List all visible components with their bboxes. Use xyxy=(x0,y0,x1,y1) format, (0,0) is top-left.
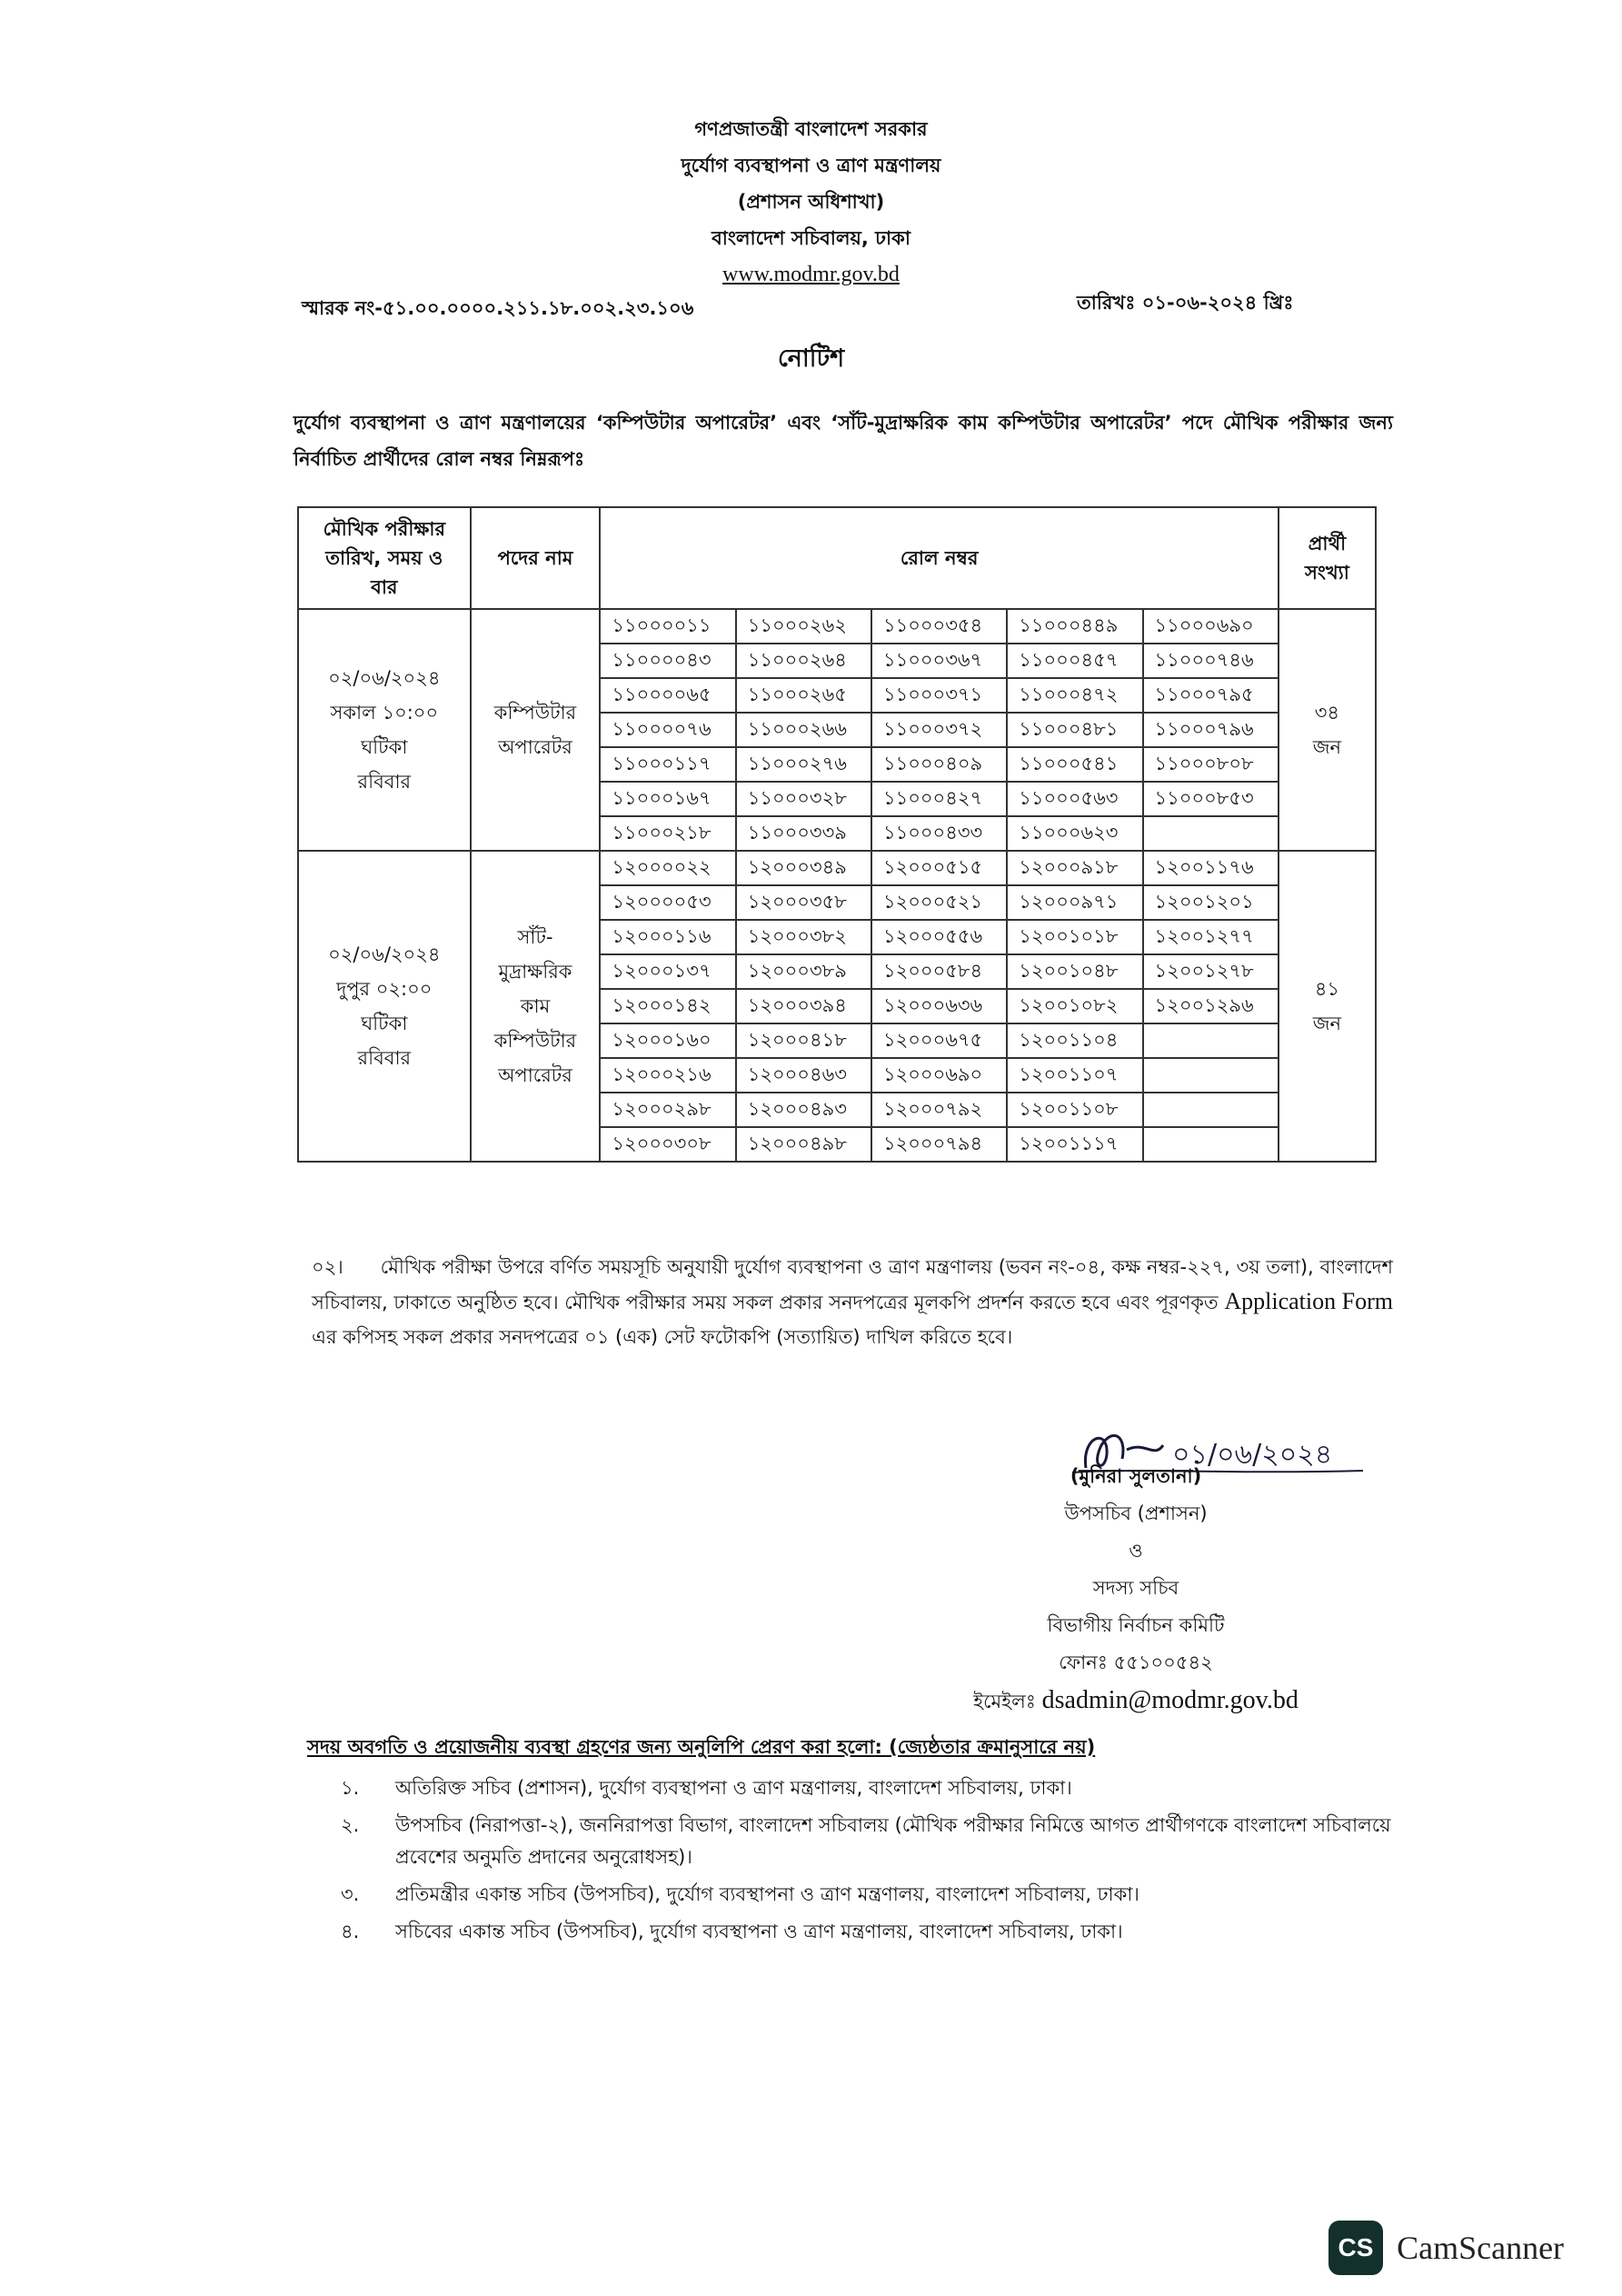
exam-schedule-cell xyxy=(298,609,471,851)
roll-number-cell: ১১০০০৪২৭ xyxy=(871,782,1007,816)
roll-number-cell xyxy=(1143,816,1279,851)
signatory-and: ও xyxy=(1129,1540,1143,1562)
signatory-phone: ফোনঃ ৫৫১০০৫৪২ xyxy=(1059,1652,1213,1673)
roll-number-cell xyxy=(1143,1023,1279,1058)
schedule-ghatika: ঘটিকা xyxy=(361,1013,408,1034)
cc-list-item xyxy=(341,1772,1399,1804)
roll-number-table xyxy=(297,506,1377,1163)
schedule-day: রবিবার xyxy=(357,1047,412,1069)
candidate-count-cell xyxy=(1279,851,1376,1162)
signatory-email-line xyxy=(954,1682,1318,1721)
exam-schedule-cell xyxy=(298,851,471,1162)
roll-number-cell: ১২০০০৩৮২ xyxy=(736,920,871,954)
header-exam-date: মৌখিক পরীক্ষার তারিখ, সময় ও বার xyxy=(298,507,471,609)
roll-number-cell: ১২০০০৫১৫ xyxy=(871,851,1007,885)
roll-number-cell: ১২০০০৫৫৬ xyxy=(871,920,1007,954)
cc-item-text: উপসচিব (নিরাপত্তা-২), জননিরাপত্তা বিভাগ, বাংলাদেশ সচিবালয় (মৌখিক পরীক্ষার নিমিত্তে আগত প্রার্থীগণকে বাংলাদেশ সচিবালয়ে প্রবেশের অনুমতি প্রদানের অনুরোধসহ)। xyxy=(395,1814,1391,1868)
roll-number-cell: ১২০০০৪৬৩ xyxy=(736,1058,871,1093)
cc-list xyxy=(341,1772,1399,1953)
cc-item-text: প্রতিমন্ত্রীর একান্ত সচিব (উপসচিব), দুর্যোগ ব্যবস্থাপনা ও ত্রাণ মন্ত্রণালয়, বাংলাদেশ সচিবালয়, ঢাকা। xyxy=(395,1883,1139,1905)
cc-item-number: ২. xyxy=(341,1814,360,1836)
roll-number-cell: ১১০০০৬২৩ xyxy=(1007,816,1142,851)
roll-number-cell: ১১০০০৩৩৯ xyxy=(736,816,871,851)
post-name-cell: সাঁট- মুদ্রাক্ষরিক কাম কম্পিউটার অপারেটর xyxy=(471,851,601,1162)
roll-number-cell: ১২০০০৪৯৮ xyxy=(736,1127,871,1162)
roll-number-cell: ১১০০০০৬৫ xyxy=(600,678,735,713)
schedule-date: ০২/০৬/২০২৪ xyxy=(328,667,441,689)
roll-number-cell: ১১০০০৩৭২ xyxy=(871,713,1007,747)
signatory-designation: উপসচিব (প্রশাসন) xyxy=(1064,1502,1208,1524)
roll-number-cell: ১১০০০৪৩৩ xyxy=(871,816,1007,851)
roll-number-cell xyxy=(1143,1127,1279,1162)
roll-number-cell: ১২০০০১৩৭ xyxy=(600,954,735,989)
roll-number-cell: ১২০০১০১৮ xyxy=(1007,920,1142,954)
cc-list-item xyxy=(341,1916,1399,1948)
roll-number-cell: ১১০০০২৬২ xyxy=(736,609,871,644)
cc-item-text: সচিবের একান্ত সচিব (উপসচিব), দুর্যোগ ব্যবস্থাপনা ও ত্রাণ মন্ত্রণালয়, বাংলাদেশ সচিবালয়, ঢাকা। xyxy=(395,1921,1123,1942)
website-link[interactable]: www.modmr.gov.bd xyxy=(722,263,900,286)
roll-number-cell: ১২০০০৯১৮ xyxy=(1007,851,1142,885)
roll-number-cell: ১২০০১০৪৮ xyxy=(1007,954,1142,989)
table-row xyxy=(298,851,1376,885)
roll-number-cell: ১১০০০৩২৮ xyxy=(736,782,871,816)
cc-item-number: ৪. xyxy=(341,1921,360,1942)
roll-number-cell: ১১০০০৮৫৩ xyxy=(1143,782,1279,816)
roll-number-cell: ১২০০০৩৪৯ xyxy=(736,851,871,885)
roll-number-cell: ১১০০০২৬৬ xyxy=(736,713,871,747)
roll-number-cell: ১২০০০০৫৩ xyxy=(600,885,735,920)
roll-number-cell: ১২০০০৬৯০ xyxy=(871,1058,1007,1093)
roll-number-cell: ১১০০০৪০৯ xyxy=(871,747,1007,782)
roll-number-cell: ১২০০১১৭৬ xyxy=(1143,851,1279,885)
intro-paragraph: দুর্যোগ ব্যবস্থাপনা ও ত্রাণ মন্ত্রণালয়ের ‘কম্পিউটার অপারেটর’ এবং ‘সাঁট-মুদ্রাক্ষরিক কাম কম্পিউটার অপারেটর’ পদে মৌখিক পরীক্ষার জন্য নির্বাচিত প্রার্থীদের রোল নম্বর নিম্নরূপঃ xyxy=(294,412,1393,470)
paragraph-number: ০২। xyxy=(312,1256,343,1278)
roll-number-cell: ১১০০০২৬৪ xyxy=(736,644,871,678)
roll-number-cell: ১২০০০৯৭১ xyxy=(1007,885,1142,920)
schedule-day: রবিবার xyxy=(357,771,412,793)
instruction-paragraph xyxy=(312,1250,1393,1354)
signature-date: ০১/০৬/২০২৪ xyxy=(1172,1439,1333,1471)
candidate-count-unit: জন xyxy=(1312,1013,1342,1034)
header-roll-number: রোল নম্বর xyxy=(600,507,1278,609)
roll-number-cell: ১২০০০৩৮৯ xyxy=(736,954,871,989)
candidate-count-unit: জন xyxy=(1312,736,1342,758)
roll-number-cell: ১১০০০১৬৭ xyxy=(600,782,735,816)
cc-list-item xyxy=(341,1810,1399,1873)
roll-number-cell: ১১০০০০৪৩ xyxy=(600,644,735,678)
roll-number-cell: ১১০০০১১৭ xyxy=(600,747,735,782)
roll-number-cell: ১২০০০৬৩৬ xyxy=(871,989,1007,1023)
roll-number-cell: ১২০০০৬৭৫ xyxy=(871,1023,1007,1058)
signature-block xyxy=(954,1458,1318,1721)
roll-number-cell: ১১০০০৩৭১ xyxy=(871,678,1007,713)
roll-number-cell: ১২০০১০৮২ xyxy=(1007,989,1142,1023)
roll-number-cell: ১২০০০৪৯৩ xyxy=(736,1093,871,1127)
roll-number-cell: ১২০০০৫৮৪ xyxy=(871,954,1007,989)
roll-number-cell: ১১০০০৫৪১ xyxy=(1007,747,1142,782)
camscanner-watermark xyxy=(1328,2221,1564,2275)
roll-number-cell xyxy=(1143,1093,1279,1127)
roll-number-cell: ১১০০০৪৭২ xyxy=(1007,678,1142,713)
roll-number-cell: ১১০০০৬৯০ xyxy=(1143,609,1279,644)
issue-date: তারিখঃ ০১-০৬-২০২৪ খ্রিঃ xyxy=(1077,292,1294,314)
roll-number-cell: ১১০০০০৭৬ xyxy=(600,713,735,747)
roll-number-cell: ১১০০০৪৫৭ xyxy=(1007,644,1142,678)
cc-item-text: অতিরিক্ত সচিব (প্রশাসন), দুর্যোগ ব্যবস্থাপনা ও ত্রাণ মন্ত্রণালয়, বাংলাদেশ সচিবালয়, ঢাকা। xyxy=(395,1777,1072,1799)
camscanner-brand: CamScanner xyxy=(1397,2230,1565,2266)
table-row xyxy=(298,609,1376,644)
candidate-count: ৪১ xyxy=(1314,978,1340,1000)
cc-title: সদয় অবগতি ও প্রয়োজনীয় ব্যবস্থা গ্রহণের জন্য অনুলিপি প্রেরণ করা হলো: (জ্যেষ্ঠতার ক্রমানুসারে নয়) xyxy=(307,1736,1096,1758)
signatory-role: সদস্য সচিব xyxy=(1092,1577,1179,1599)
roll-number-cell xyxy=(1143,1058,1279,1093)
table-header-row xyxy=(298,507,1376,609)
schedule-ghatika: ঘটিকা xyxy=(361,736,408,758)
roll-number-cell: ১২০০০১১৬ xyxy=(600,920,735,954)
ministry-name: দুর্যোগ ব্যবস্থাপনা ও ত্রাণ মন্ত্রণালয় xyxy=(681,155,941,176)
candidate-count-cell xyxy=(1279,609,1376,851)
header-post-name: পদের নাম xyxy=(471,507,601,609)
roll-number-cell: ১২০০০৪১৮ xyxy=(736,1023,871,1058)
roll-number-cell: ১২০০১২৯৬ xyxy=(1143,989,1279,1023)
post-name-cell: কম্পিউটার অপারেটর xyxy=(471,609,601,851)
header-candidate-count: প্রার্থী সংখ্যা xyxy=(1279,507,1376,609)
roll-number-cell: ১১০০০৭৯৬ xyxy=(1143,713,1279,747)
roll-number-cell: ১১০০০২৬৫ xyxy=(736,678,871,713)
roll-number-cell: ১২০০১২৭৭ xyxy=(1143,920,1279,954)
schedule-time: দুপুর ০২:০০ xyxy=(336,978,433,1000)
roll-number-cell: ১২০০০৩৫৮ xyxy=(736,885,871,920)
camscanner-logo-icon: CS xyxy=(1328,2221,1383,2275)
roll-number-cell: ১২০০০৭৯২ xyxy=(871,1093,1007,1127)
roll-number-cell: ১২০০০০২২ xyxy=(600,851,735,885)
roll-number-cell: ১২০০০৩০৮ xyxy=(600,1127,735,1162)
email-label: ইমেইলঃ xyxy=(973,1691,1036,1712)
cc-item-number: ৩. xyxy=(341,1883,360,1905)
schedule-date: ০২/০৬/২০২৪ xyxy=(328,943,441,965)
roll-number-cell: ১১০০০৭৪৬ xyxy=(1143,644,1279,678)
cc-list-item xyxy=(341,1879,1399,1911)
notice-title: নোটিশ xyxy=(777,344,845,373)
roll-number-cell: ১২০০০৫২১ xyxy=(871,885,1007,920)
signatory-name: (মুনিরা সুলতানা) xyxy=(1070,1465,1202,1487)
roll-number-cell: ১১০০০০১১ xyxy=(600,609,735,644)
roll-number-cell: ১২০০০২১৬ xyxy=(600,1058,735,1093)
roll-number-cell: ১২০০১১০৮ xyxy=(1007,1093,1142,1127)
office-address: বাংলাদেশ সচিবালয়, ঢাকা xyxy=(711,227,911,249)
cc-item-number: ১. xyxy=(341,1777,360,1799)
roll-number-cell: ১১০০০৩৫৪ xyxy=(871,609,1007,644)
paragraph-text-en: Application Form xyxy=(1224,1288,1393,1314)
memo-number: স্মারক নং-৫১.০০.০০০০.২১১.১৮.০০২.২৩.১০৬ xyxy=(302,297,694,319)
roll-number-cell: ১১০০০৪৪৯ xyxy=(1007,609,1142,644)
email-address[interactable]: dsadmin@modmr.gov.bd xyxy=(1041,1686,1299,1714)
branch-name: (প্রশাসন অধিশাখা) xyxy=(737,191,885,213)
roll-number-cell: ১১০০০৭৯৫ xyxy=(1143,678,1279,713)
candidate-count: ৩৪ xyxy=(1314,702,1340,724)
roll-number-cell: ১১০০০৩৬৭ xyxy=(871,644,1007,678)
schedule-time: সকাল ১০:০০ xyxy=(330,702,439,724)
signatory-committee: বিভাগীয় নির্বাচন কমিটি xyxy=(1047,1614,1225,1636)
paragraph-text-a: মৌখিক পরীক্ষা উপরে বর্ণিত সময়সূচি অনুযায়ী দুর্যোগ ব্যবস্থাপনা ও ত্রাণ মন্ত্রণালয় (ভবন নং-০৪, কক্ষ নম্বর-২২৭, ৩য় তলা), বাংলাদেশ সচিবালয়, ঢাকাতে অনুষ্ঠিত হবে। মৌখিক পরীক্ষার সময় সকল প্রকার সনদপত্রের মূলকপি প্রদর্শন করতে হবে এবং পূরণকৃত xyxy=(312,1256,1393,1313)
roll-number-cell: ১২০০০৭৯৪ xyxy=(871,1127,1007,1162)
roll-number-cell: ১১০০০৮০৮ xyxy=(1143,747,1279,782)
roll-number-cell: ১২০০১১০৪ xyxy=(1007,1023,1142,1058)
roll-number-cell: ১১০০০৫৬৩ xyxy=(1007,782,1142,816)
roll-number-cell: ১২০০০১৪২ xyxy=(600,989,735,1023)
roll-number-cell: ১১০০০২৭৬ xyxy=(736,747,871,782)
roll-number-cell: ১১০০০৪৮১ xyxy=(1007,713,1142,747)
letterhead xyxy=(0,111,1622,293)
roll-number-cell: ১২০০১২০১ xyxy=(1143,885,1279,920)
roll-number-cell: ১২০০০১৬০ xyxy=(600,1023,735,1058)
roll-number-cell: ১২০০১২৭৮ xyxy=(1143,954,1279,989)
roll-number-cell: ১২০০১১১৭ xyxy=(1007,1127,1142,1162)
paragraph-text-b: এর কপিসহ সকল প্রকার সনদপত্রের ০১ (এক) সেট ফটোকপি (সত্যায়িত) দাখিল করিতে হবে। xyxy=(312,1326,1013,1348)
roll-number-cell: ১২০০০২৯৮ xyxy=(600,1093,735,1127)
roll-number-cell: ১২০০০৩৯৪ xyxy=(736,989,871,1023)
roll-number-cell: ১১০০০২১৮ xyxy=(600,816,735,851)
roll-number-cell: ১২০০১১০৭ xyxy=(1007,1058,1142,1093)
government-name: গণপ্রজাতন্ত্রী বাংলাদেশ সরকার xyxy=(694,118,928,140)
